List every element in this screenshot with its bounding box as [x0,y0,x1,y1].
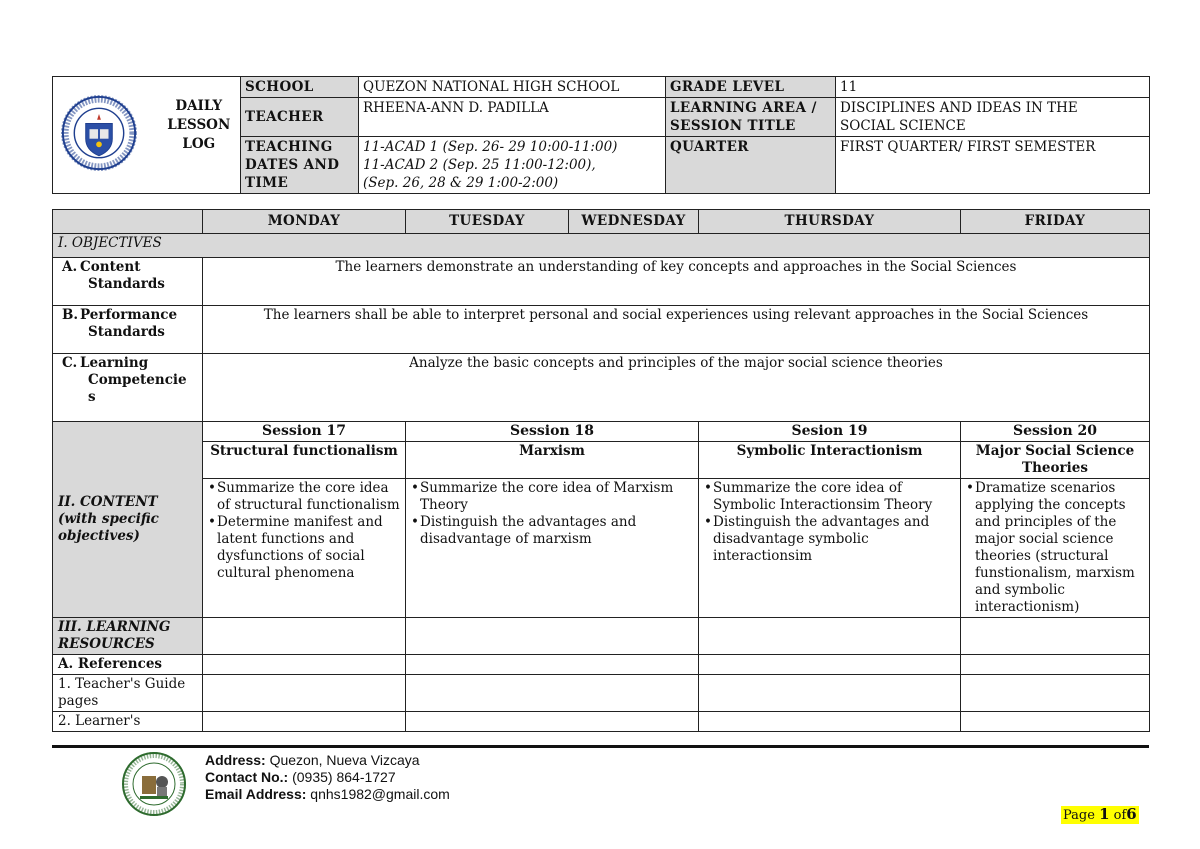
school-seal-icon [122,752,186,816]
performance-standards-row [53,306,1150,354]
footer-rule [52,745,1149,748]
session-19-heading: Sesion 19 [699,422,961,442]
empty-cell [406,655,699,675]
empty-cell [406,675,699,712]
email-line [205,786,450,803]
learners-row [53,712,1150,732]
day-monday: MONDAY [203,210,406,234]
page-prefix: Page [1063,808,1095,823]
learning-area-value-line: SOCIAL SCIENCE [840,118,966,134]
learning-area-label-line: LEARNING AREA / [670,100,817,116]
dates-label-line: TEACHING [245,139,333,155]
label-line: Standards [88,276,165,292]
objectives-heading-row [53,234,1150,258]
session-17-topic: Structural functionalism [203,442,406,479]
teacher-value: RHEENA-ANN D. PADILLA [359,98,666,137]
objective-item: • Summarize the core idea of Symbolic Interactionsim Theory [704,480,955,514]
content-standards-label [53,258,203,306]
learning-competencies-text: Analyze the basic concepts and principles of the major social science theories [203,354,1150,422]
empty-cell [406,618,699,655]
empty-cell [699,712,961,732]
objective-item: • Dramatize scenarios applying the concepts and principles of the major social science theories (structural funstionalism, marxism and symbolic interactionism) [966,480,1144,616]
content-standards-text: The learners demonstrate an understanding of key concepts and approaches in the Social Sciences [203,258,1150,306]
session-objectives-row [53,479,1150,618]
learning-area-value [836,98,1150,137]
session-17-objectives [203,479,406,618]
references-row [53,655,1150,675]
deped-logo-cell [53,77,158,194]
teachers-guide-label: 1. Teacher's Guide pages [53,675,203,712]
resources-heading-line: III. LEARNING [58,619,171,635]
label-line: Competencie [88,372,187,388]
school-label: SCHOOL [241,77,359,98]
dates-value-line: 11-ACAD 1 (Sep. 26- 29 10:00-11:00) [363,139,618,155]
label-line: s [88,389,96,405]
session-19-topic: Symbolic Interactionism [699,442,961,479]
contact-label: Contact No.: [205,769,289,785]
empty-cell [406,712,699,732]
label-letter: C. [62,355,78,371]
label-line: Standards [88,324,165,340]
learning-competencies-label [53,354,203,422]
content-label-line: objectives) [58,528,140,544]
page-of: of [1113,808,1127,823]
day-wednesday: WEDNESDAY [569,210,699,234]
empty-cell [699,675,961,712]
content-standards-row [53,258,1150,306]
session-20-topic: Major Social Science Theories [961,442,1150,479]
session-topic-row [53,442,1150,479]
day-tuesday: TUESDAY [406,210,569,234]
learners-label: 2. Learner's [53,712,203,732]
references-label: A. References [53,655,203,675]
day-friday: FRIDAY [961,210,1150,234]
label-letter: B. [62,307,79,323]
session-header-row [53,422,1150,442]
resources-heading-line: RESOURCES [58,636,155,652]
school-value: QUEZON NATIONAL HIGH SCHOOL [359,77,666,98]
empty-cell [203,655,406,675]
email-value[interactable]: qnhs1982@gmail.com [310,786,450,802]
objective-item: • Summarize the core idea of structural functionalism [208,480,400,514]
content-label-line: II. CONTENT [58,494,158,510]
dates-value-line: (Sep. 26, 28 & 29 1:00-2:00) [363,175,559,191]
objectives-heading: I. OBJECTIVES [53,234,1150,258]
email-label: Email Address: [205,786,307,802]
page-current: 1 [1099,805,1110,823]
session-18-heading: Session 18 [406,422,699,442]
grade-level-value: 11 [836,77,1150,98]
address-value: Quezon, Nueva Vizcaya [269,752,420,768]
content-label-line: (with specific [58,511,159,527]
empty-cell [203,675,406,712]
grade-level-label: GRADE LEVEL [666,77,836,98]
empty-cell [203,712,406,732]
content-label [53,422,203,618]
page-number [1061,806,1139,824]
teachers-guide-row [53,675,1150,712]
performance-standards-text: The learners shall be able to interpret personal and social experiences using relevant approaches in the Social Sciences [203,306,1150,354]
label-letter: A. [62,259,78,275]
session-17-heading: Session 17 [203,422,406,442]
empty-cell [699,655,961,675]
empty-cell [961,618,1150,655]
empty-cell [203,618,406,655]
title-line: LESSON [167,117,231,133]
empty-cell [961,675,1150,712]
contact-value: (0935) 864-1727 [292,769,396,785]
session-18-objectives [406,479,699,618]
learning-competencies-row [53,354,1150,422]
objective-item: • Summarize the core idea of Marxism Theory [411,480,693,514]
dates-label-line: DATES AND [245,157,340,173]
objective-item: • Determine manifest and latent functions and dysfunctions of social cultural phenomena [208,514,400,582]
header-table [52,76,1150,194]
corner-cell [53,210,203,234]
empty-cell [961,712,1150,732]
deped-seal-icon [61,95,137,171]
label-line: Content [80,259,141,275]
quarter-label: QUARTER [666,137,836,194]
dates-label-line: TIME [245,175,289,191]
empty-cell [699,618,961,655]
quarter-value: FIRST QUARTER/ FIRST SEMESTER [836,137,1150,194]
empty-cell [961,655,1150,675]
label-line: Learning [80,355,149,371]
objective-item: • Distinguish the advantages and disadvantage of marxism [411,514,693,548]
dates-value-line: 11-ACAD 2 (Sep. 25 11:00-12:00), [363,157,596,173]
session-20-heading: Session 20 [961,422,1150,442]
page-total: 6 [1126,805,1137,823]
performance-standards-label [53,306,203,354]
session-19-objectives [699,479,961,618]
teaching-dates-label [241,137,359,194]
contact-line [205,769,450,786]
session-18-topic: Marxism [406,442,699,479]
daily-lesson-log-title [158,77,241,194]
address-label: Address: [205,752,266,768]
learning-area-label [666,98,836,137]
day-thursday: THURSDAY [699,210,961,234]
title-line: LOG [182,136,216,152]
learning-area-value-line: DISCIPLINES AND IDEAS IN THE [840,100,1078,116]
learning-area-label-line: SESSION TITLE [670,118,796,134]
learning-resources-heading [53,618,203,655]
day-header-row [53,210,1150,234]
school-address-block [205,752,450,803]
title-line: DAILY [175,98,223,114]
session-20-objectives [961,479,1150,618]
teaching-dates-value [359,137,666,194]
address-line [205,752,450,769]
objective-item: • Distinguish the advantages and disadvantage symbolic interactionsim [704,514,955,565]
teacher-label: TEACHER [241,98,359,137]
lesson-table [52,209,1150,732]
label-line: Performance [80,307,178,323]
learning-resources-row [53,618,1150,655]
